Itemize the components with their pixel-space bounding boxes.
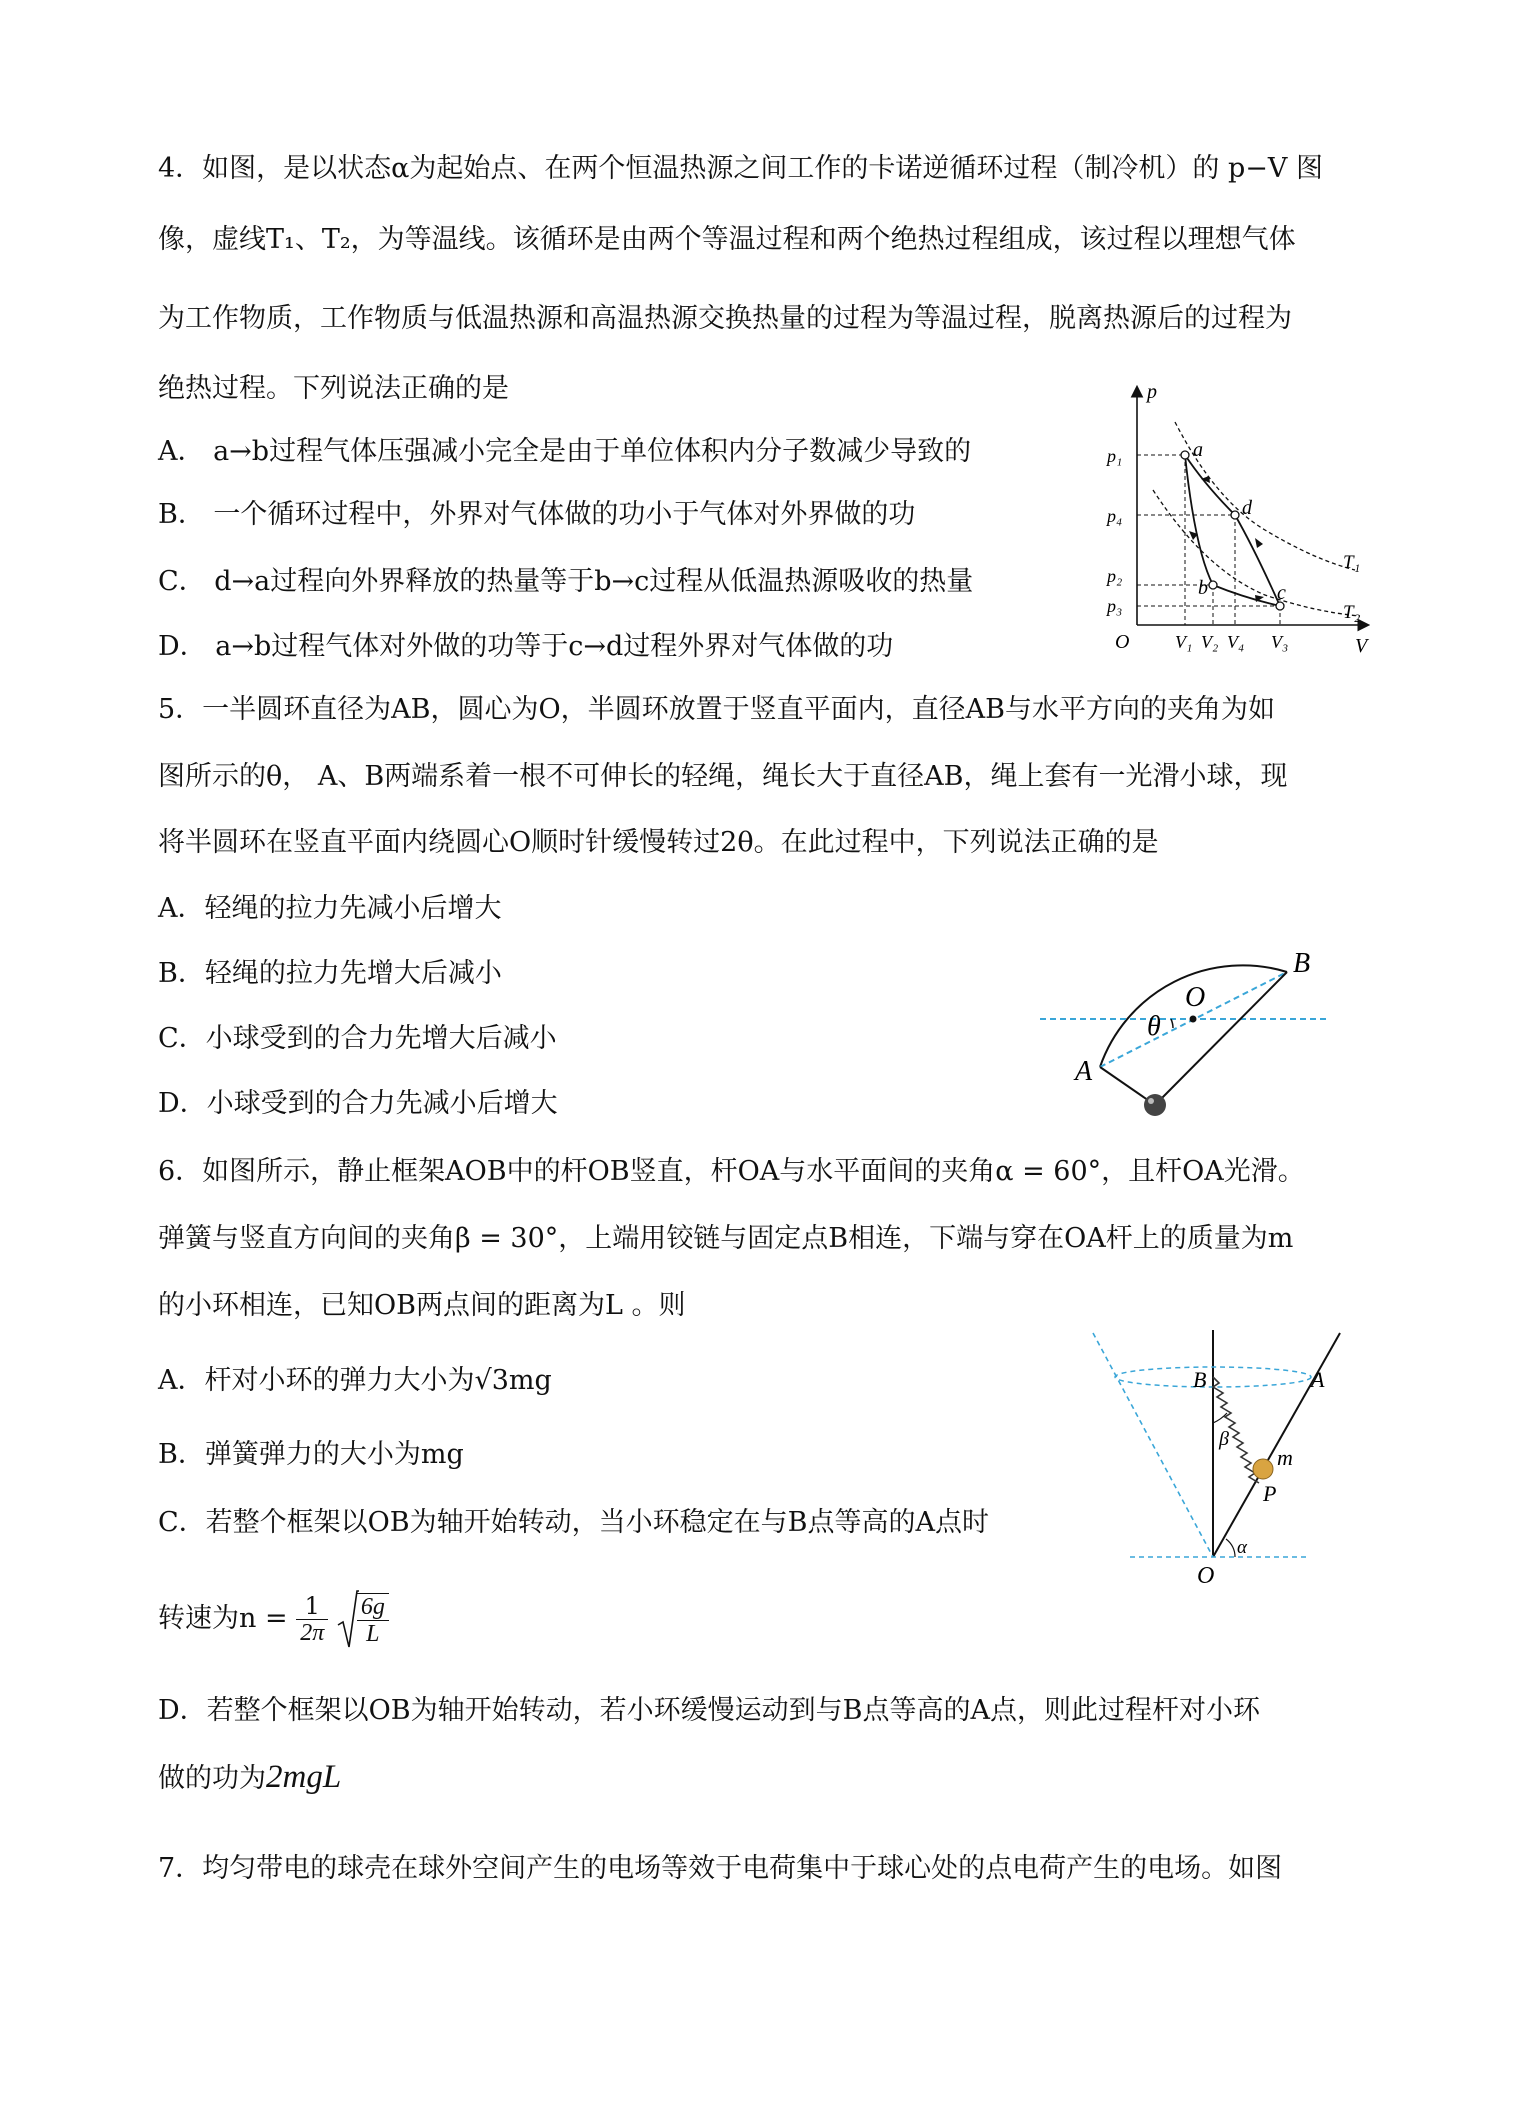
option-d-value: 2mgL: [266, 1759, 342, 1795]
q4-option-c: C． d→a过程向外界释放的热量等于b→c过程从低温热源吸收的热量: [158, 566, 974, 597]
label-t2: T₂: [1343, 602, 1361, 623]
label-o: O: [1185, 982, 1206, 1013]
fraction: [296, 1593, 328, 1646]
q6-option-c-formula: [158, 1578, 389, 1661]
q6-stem-line3: 的小环相连，已知OB两点间的距离为L 。则: [158, 1290, 686, 1321]
q4-option-b: B． 一个循环过程中，外界对气体做的功小于气体对外界做的功: [158, 499, 916, 530]
p-axis-label: p: [1147, 381, 1157, 403]
label-c: c: [1277, 582, 1286, 604]
label-b: B: [1293, 948, 1311, 979]
point-b: [1209, 581, 1217, 589]
label-p4: p₄: [1107, 506, 1123, 526]
ball-highlight: [1148, 1098, 1154, 1104]
q5-option-b: B．轻绳的拉力先增大后减小: [158, 958, 502, 989]
q5-stem-line3: 将半圆环在竖直平面内绕圆心O顺时针缓慢转过2θ。在此过程中，下列说法正确的是: [158, 827, 1159, 858]
arrow-cd: [1255, 538, 1263, 548]
label-v1: V₁: [1175, 632, 1193, 652]
q5-stem-line2: 图所示的θ， A、B两端系着一根不可伸长的轻绳，绳长大于直径AB，绳上套有一光滑小球，现: [158, 761, 1288, 792]
point-a: [1181, 451, 1189, 459]
label-a: a: [1193, 439, 1203, 461]
q5-semicircle-diagram: [1035, 880, 1335, 1125]
q4-stem-line1: 4．如图，是以状态α为起始点、在两个恒温热源之间工作的卡诺逆循环过程（制冷机）的 p−V 图: [158, 153, 1323, 184]
label-m: m: [1277, 1445, 1293, 1470]
q6-option-b: B．弹簧弹力的大小为mg: [158, 1439, 464, 1470]
q6-option-a: A．杆对小环的弹力大小为√3mg: [158, 1365, 552, 1396]
q4-stem-line2: 像，虚线T₁、T₂，为等温线。该循环是由两个等温过程和两个绝热过程组成，该过程以理想气体: [158, 224, 1296, 255]
q6-option-c: C．若整个框架以OB为轴开始转动，当小环稳定在与B点等高的A点时: [158, 1507, 989, 1538]
formula-prefix: 转速为n =: [158, 1603, 288, 1634]
sqrt-denominator: L: [366, 1621, 380, 1647]
q4-pv-diagram: [1105, 380, 1375, 655]
sqrt-numerator: 6g: [357, 1594, 389, 1621]
label-beta: β: [1219, 1428, 1229, 1450]
label-v3: V₃: [1271, 632, 1289, 652]
label-b: B: [1193, 1367, 1207, 1392]
v-axis-label: V: [1355, 635, 1368, 655]
q4-option-a: A． a→b过程气体压强减小完全是由于单位体积内分子数减少导致的: [158, 436, 972, 467]
label-theta: θ: [1147, 1011, 1161, 1042]
beta-arc: [1213, 1413, 1227, 1423]
q4-stem-line3: 为工作物质，工作物质与低温热源和高温热源交换热量的过程为等温过程，脱离热源后的过程为: [158, 303, 1292, 334]
label-p2: p₂: [1107, 566, 1123, 586]
label-d: d: [1242, 497, 1252, 519]
center-o: [1190, 1016, 1197, 1023]
point-d: [1231, 511, 1239, 519]
label-v4: V₄: [1227, 632, 1245, 652]
q6-option-d: D．若整个框架以OB为轴开始转动，若小环缓慢运动到与B点等高的A点，则此过程杆对小环: [158, 1695, 1260, 1726]
alpha-arc: [1226, 1539, 1235, 1557]
sqrt: [337, 1579, 389, 1661]
label-a: A: [1311, 1367, 1325, 1392]
sqrt-sign-icon: [337, 1589, 359, 1651]
q7-stem-line1: 7．均匀带电的球壳在球外空间产生的电场等效于电荷集中于球心处的点电荷产生的电场。如图: [158, 1853, 1283, 1884]
label-v2: V₂: [1201, 632, 1219, 652]
label-p1: p₁: [1107, 446, 1123, 466]
label-t1: T₁: [1343, 552, 1361, 573]
q4-option-d: D． a→b过程气体对外做的功等于c→d过程外界对气体做的功: [158, 631, 894, 662]
q4-stem-line4: 绝热过程。下列说法正确的是: [158, 373, 509, 404]
label-o: O: [1197, 1563, 1215, 1585]
q6-stem-line1: 6．如图所示，静止框架AOB中的杆OB竖直，杆OA与水平面间的夹角α = 60°，且杆OA光滑。: [158, 1156, 1305, 1187]
q5-option-d: D．小球受到的合力先减小后增大: [158, 1088, 558, 1119]
rope-b: [1155, 972, 1287, 1105]
fraction-denominator: 2π: [300, 1620, 325, 1646]
label-a: A: [1075, 1056, 1093, 1087]
q5-option-c: C．小球受到的合力先增大后减小: [158, 1023, 557, 1054]
theta-arc: [1171, 1019, 1173, 1028]
q5-option-a: A．轻绳的拉力先减小后增大: [158, 893, 502, 924]
fraction-numerator: 1: [296, 1593, 328, 1620]
label-p3: p₃: [1107, 596, 1123, 616]
sqrt-fraction: [357, 1593, 389, 1647]
ball: [1144, 1094, 1166, 1116]
origin-label: O: [1115, 631, 1130, 653]
label-b: b: [1198, 577, 1208, 599]
q5-stem-line1: 5．一半圆环直径为AB，圆心为O，半圆环放置于竖直平面内，直径AB与水平方向的夹角为如: [158, 694, 1275, 725]
q6-stem-line2: 弹簧与竖直方向间的夹角β = 30°，上端用铰链与固定点B相连，下端与穿在OA杆上的质量为m: [158, 1223, 1294, 1254]
q6-frame-diagram: [1085, 1325, 1375, 1585]
label-alpha: α: [1237, 1537, 1247, 1558]
option-d-prefix: 做的功为: [158, 1763, 266, 1794]
q6-option-d-line2: [158, 1760, 341, 1796]
label-p: P: [1263, 1481, 1277, 1506]
ring-mass: [1253, 1459, 1273, 1479]
process-b-c: [1213, 585, 1280, 606]
